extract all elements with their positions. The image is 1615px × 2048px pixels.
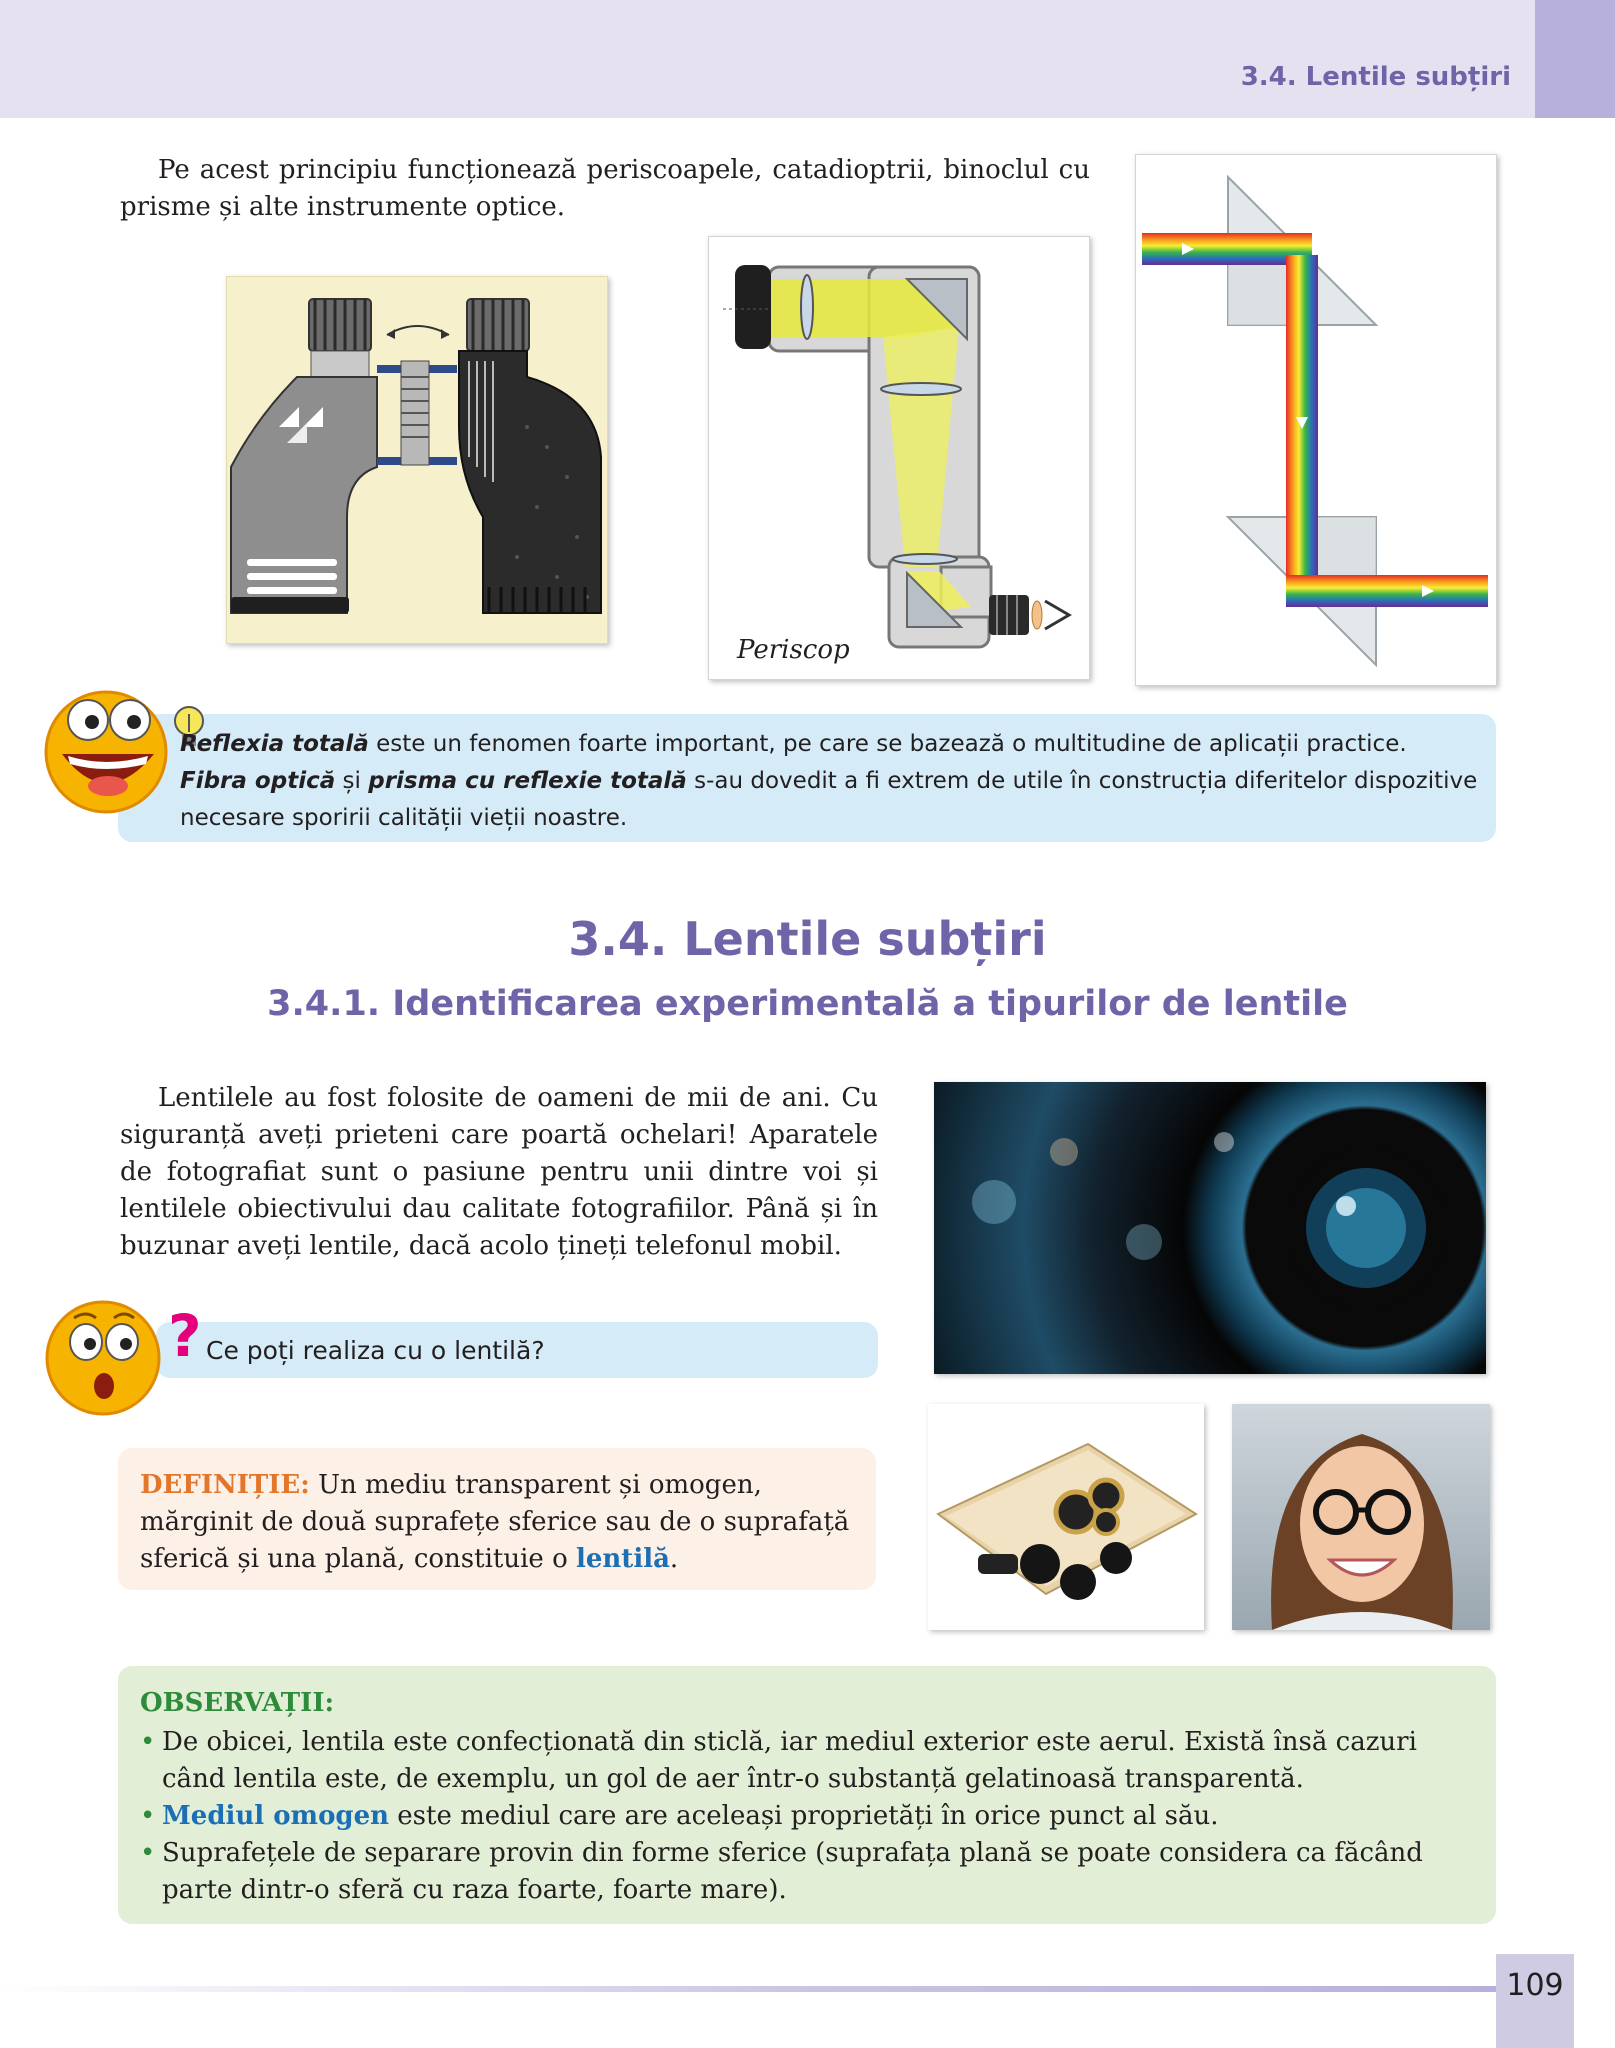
observation-item: • Suprafețele de separare provin din forme sferice (suprafața plană se poate considera ca făcând parte dintr-o sferă cu raza foarte, foarte mare). (140, 1835, 1480, 1909)
tip-text-2: și (335, 768, 369, 794)
tip-text (180, 726, 1480, 837)
lens-intro-paragraph (120, 1080, 878, 1265)
section-title: 3.4. Lentile subțiri (568, 912, 1047, 966)
laughing-emoji-icon (36, 676, 176, 816)
tip-text-3: s-au dovedit a fi extrem de utile în construcția diferitelor dispozitive necesare sporirii calității vieții noastre. (180, 768, 1478, 831)
page-number-box (1496, 1954, 1574, 2048)
definition-end: . (669, 1544, 679, 1574)
observation-item (140, 1798, 1480, 1835)
section-subtitle: 3.4.1. Identificarea experimentală a tipurilor de lentile (267, 984, 1348, 1024)
girl-glasses-photo (1232, 1404, 1490, 1630)
question-mark-icon: ? (168, 1302, 202, 1370)
term-homogeneous-medium: Mediul omogen (162, 1801, 390, 1831)
term-reflection-prism: prisma cu reflexie totală (368, 768, 687, 794)
observations-list (140, 1724, 1480, 1909)
prism-figure (1135, 154, 1497, 686)
definition-body: Un mediu transparent și omogen, mărginit de două suprafețe sferice sau de o suprafață sferică și una plană, constituie o (140, 1470, 850, 1574)
lens-glare-icon (934, 1082, 1486, 1374)
intro-paragraph (120, 152, 1090, 226)
surprised-emoji-icon (38, 1290, 168, 1420)
observation-item: • De obicei, lentila este confecționată din sticlă, iar mediul exterior este aerul. Există însă cazuri când lentila este, de exemplu, un gol de aer într-o substanță gelatinoasă transparentă. (140, 1724, 1480, 1798)
definition-text (140, 1467, 860, 1578)
term-lens: lentilă (575, 1544, 670, 1574)
periscope-figure (708, 236, 1090, 680)
lens-intro-text: Lentilele au fost folosite de oameni de mii de ani. Cu siguranță aveți prieteni care poartă ochelari! Aparatele de fotografiat sunt o pasiune pentru unii dintre voi și lentilele obiectivului dau calitate fotografiilor. Până și în buzunar aveți lentile, dacă acolo țineți telefonul mobil. (120, 1083, 878, 1261)
periscope-caption: Periscop (737, 635, 850, 665)
phone-clip-lenses-icon (928, 1404, 1204, 1630)
tip-text-1: este un fenomen foarte important, pe care se bazează o multitudine de aplicații practice. (368, 731, 1407, 757)
observation-item-2-text: este mediul care are aceleași proprietăți în orice punct al său. (389, 1801, 1219, 1831)
definition-label: DEFINIȚIE: (140, 1470, 310, 1500)
intro-text: Pe acest principiu funcționează periscoapele, catadioptrii, binoclul cu prisme și alte instrumente optice. (120, 155, 1090, 222)
girl-with-glasses-icon (1232, 1404, 1490, 1630)
camera-lens-photo (934, 1082, 1486, 1374)
page-number: 109 (1506, 1968, 1564, 2003)
footer-line (0, 1986, 1500, 1992)
binoculars-icon (227, 277, 608, 644)
term-optical-fiber: Fibra optică (180, 768, 336, 794)
periscope-icon (709, 237, 1090, 680)
observations-title: OBSERVAȚII: (140, 1688, 335, 1718)
running-header: 3.4. Lentile subțiri (1240, 62, 1511, 92)
header-band (0, 0, 1535, 118)
phone-lenses-photo (928, 1404, 1204, 1630)
question-text: Ce poți realiza cu o lentilă? (206, 1336, 545, 1365)
term-total-reflection: Reflexia totală (180, 731, 369, 757)
prism-diagram-icon (1136, 155, 1497, 686)
header-tab (1535, 0, 1615, 118)
binoculars-figure (226, 276, 608, 644)
